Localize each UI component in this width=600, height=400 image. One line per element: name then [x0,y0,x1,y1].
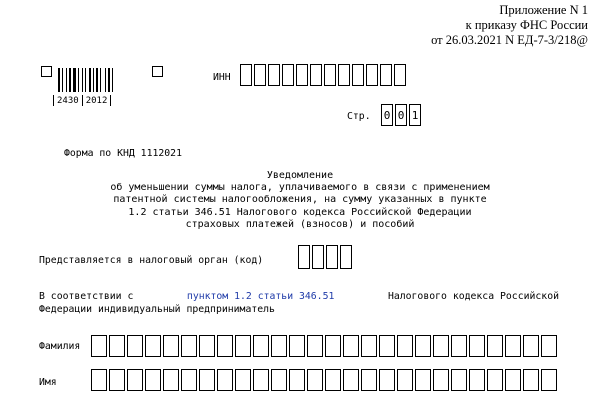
barcode-bar [105,68,106,92]
barcode-bar [78,68,79,92]
order-reference: к приказу ФНС России [465,18,588,32]
inn-cells[interactable] [240,64,408,86]
name-cell[interactable] [433,369,449,391]
surname-cell[interactable] [469,335,485,357]
legal-reference-link[interactable]: пунктом 1.2 статьи 346.51 [186,291,335,302]
barcode-left-code: 2430 [57,95,79,106]
name-cells[interactable] [91,369,559,391]
barcode [50,68,142,108]
surname-cell[interactable] [199,335,215,357]
name-cell[interactable] [379,369,395,391]
name-cell[interactable] [235,369,251,391]
name-cell[interactable] [523,369,539,391]
appendix-number: Приложение N 1 [499,3,588,17]
inn-cell[interactable] [254,64,266,86]
name-cell[interactable] [541,369,557,391]
surname-cell[interactable] [415,335,431,357]
barcode-bar [58,68,60,92]
surname-cell[interactable] [523,335,539,357]
barcode-bar [82,68,83,92]
name-cell[interactable] [91,369,107,391]
barcode-bar [66,68,67,92]
surname-cell[interactable] [127,335,143,357]
inn-cell[interactable] [310,64,322,86]
inn-cell[interactable] [324,64,336,86]
page-number-cells[interactable] [381,104,423,126]
inn-cell[interactable] [394,64,406,86]
barcode-bar [85,68,86,92]
surname-cells[interactable] [91,335,559,357]
tax-authority-code-cell[interactable] [340,245,352,269]
barcode-bar [93,68,94,92]
tax-authority-code-cell[interactable] [326,245,338,269]
surname-cell[interactable] [163,335,179,357]
inn-cell[interactable] [296,64,308,86]
title-line: об уменьшении суммы налога, уплачиваемого в связи с применением [110,182,490,194]
surname-cell[interactable] [289,335,305,357]
name-cell[interactable] [199,369,215,391]
surname-cell[interactable] [181,335,197,357]
name-cell[interactable] [451,369,467,391]
tax-authority-code-cells[interactable] [298,245,354,269]
surname-cell[interactable] [253,335,269,357]
name-cell[interactable] [505,369,521,391]
name-cell[interactable] [181,369,197,391]
name-cell[interactable] [307,369,323,391]
inn-label: ИНН [213,72,231,83]
name-cell[interactable] [217,369,233,391]
surname-cell[interactable] [325,335,341,357]
document-title [0,170,600,231]
inn-cell[interactable] [366,64,378,86]
name-cell[interactable] [325,369,341,391]
inn-cell[interactable] [380,64,392,86]
name-cell[interactable] [487,369,503,391]
tax-authority-code-cell[interactable] [312,245,324,269]
barcode-bar [69,68,71,92]
page-label: Стр. [347,111,371,122]
inn-cell[interactable] [240,64,252,86]
surname-cell[interactable] [109,335,125,357]
order-date: от 26.03.2021 N ЕД-7-3/218@ [431,33,588,47]
surname-cell[interactable] [361,335,377,357]
surname-cell[interactable] [379,335,395,357]
surname-cell[interactable] [145,335,161,357]
body-text-start: В соответствии с [39,291,134,302]
body-line-1 [39,291,559,302]
name-cell[interactable] [397,369,413,391]
form-knd: Форма по КНД 1112021 [64,148,182,159]
barcode-bar [73,68,76,92]
surname-cell[interactable] [433,335,449,357]
surname-cell[interactable] [217,335,233,357]
name-cell[interactable] [289,369,305,391]
name-cell[interactable] [163,369,179,391]
surname-cell[interactable] [397,335,413,357]
title-line: Уведомление [266,170,334,181]
page-number-cell[interactable]: 1 [409,104,421,126]
surname-label: Фамилия [39,341,81,352]
surname-cell[interactable] [235,335,251,357]
body-text-end: Налогового кодекса Российской [387,291,559,302]
surname-cell[interactable] [91,335,107,357]
surname-cell[interactable] [487,335,503,357]
name-cell[interactable] [145,369,161,391]
title-line: 1.2 статьи 346.51 Налогового кодекса Российской Федерации [128,206,472,218]
tax-authority-code-cell[interactable] [298,245,310,269]
name-label: Имя [39,377,57,388]
name-cell[interactable] [361,369,377,391]
tax-authority-label: Представляется в налоговый орган (код) [39,255,264,266]
inn-cell[interactable] [352,64,364,86]
name-cell[interactable] [253,369,269,391]
inn-cell[interactable] [338,64,350,86]
surname-cell[interactable] [451,335,467,357]
barcode-bar [100,68,101,92]
title-line: патентной системы налогообложения, на сумму указанных в пункте [113,194,487,206]
surname-cell[interactable] [271,335,287,357]
title-line: страховых платежей (взносов) и пособий [185,218,415,230]
page-number-cell[interactable]: 0 [395,104,407,126]
name-cell[interactable] [271,369,287,391]
inn-cell[interactable] [282,64,294,86]
barcode-bar [62,68,63,92]
name-cell[interactable] [343,369,359,391]
barcode-bar [89,68,91,92]
name-cell[interactable] [415,369,431,391]
surname-cell[interactable] [343,335,359,357]
barcode-bar [96,68,98,92]
barcode-right-code: 2012 [85,95,108,106]
surname-cell[interactable] [307,335,323,357]
barcode-numbers [50,95,114,106]
body-line-2: Федерации индивидуальный предприниматель [39,304,275,315]
inn-cell[interactable] [268,64,280,86]
surname-cell[interactable] [505,335,521,357]
barcode-bar [112,68,113,92]
name-cell[interactable] [469,369,485,391]
barcode-bar [108,68,110,92]
surname-cell[interactable] [541,335,557,357]
name-cell[interactable] [127,369,143,391]
name-cell[interactable] [109,369,125,391]
registration-mark-right [152,66,163,77]
page-number-cell[interactable]: 0 [381,104,393,126]
